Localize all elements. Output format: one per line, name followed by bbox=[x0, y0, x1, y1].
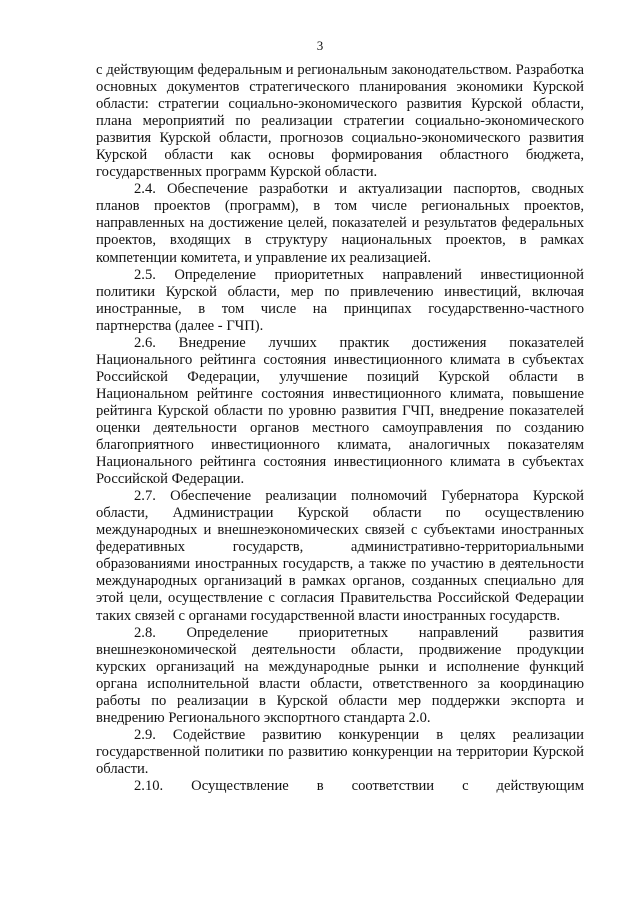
paragraph-2-4: 2.4. Обеспечение разработки и актуализации паспортов, сводных планов проектов (программ), в том числе региональных проектов, направленных на достижение целей, показателей и результатов федеральных проектов, входящих в структуру национальных проектов, в рамках компетенции комитета, и управление их реализацией. bbox=[96, 181, 584, 266]
paragraph-2-9: 2.9. Содействие развитию конкуренции в целях реализации государственной политики по развитию конкуренции на территории Курской области. bbox=[96, 726, 584, 777]
paragraph-2-7: 2.7. Обеспечение реализации полномочий Губернатора Курской области, Администрации Курской области по осуществлению международных и внешнеэкономических связей с субъектами иностранных федеративных государств, административно-территориальными образованиями иностранных государств, а также по участию в деятельности международных организаций в рамках органов, созданных специально для этой цели, осуществление с согласия Правительства Российской Федерации таких связей с органами государственной власти иностранных государств. bbox=[96, 488, 584, 624]
paragraph-2-5: 2.5. Определение приоритетных направлений инвестиционной политики Курской области, мер по привлечению инвестиций, включая иностранные, в том числе на принципах государственно-частного партнерства (далее - ГЧП). bbox=[96, 266, 584, 334]
paragraph-2-10: 2.10. Осуществление в соответствии с действующим bbox=[134, 777, 584, 794]
document-body bbox=[96, 62, 584, 795]
paragraph-2-6: 2.6. Внедрение лучших практик достижения показателей Национального рейтинга состояния инвестиционного климата в субъектах Российской Федерации, улучшение позиций Курской области в Национальном рейтинге состояния инвестиционного климата, повышение рейтинга Курской области по уровню развития ГЧП, внедрение показателей оценки деятельности органов местного самоуправления по созданию благоприятного инвестиционного климата, аналогичных показателям Национального рейтинга состояния инвестиционного климата в субъектах Российской Федерации. bbox=[96, 334, 584, 488]
paragraph-2-8: 2.8. Определение приоритетных направлений развития внешнеэкономической деятельности области, продвижение продукции курских организаций на международные рынки и исполнение функций органа исполнительной власти области, ответственного за координацию работы по реализации в Курской области мер поддержки экспорта и внедрению Регионального экспортного стандарта 2.0. bbox=[96, 624, 584, 726]
page-number: 3 bbox=[316, 38, 324, 53]
paragraph-continuation: с действующим федеральным и региональным законодательством. Разработка основных документов стратегического планирования экономики Курской области: стратегии социально-экономического развития Курской области, плана мероприятий по реализации стратегии социально-экономического развития Курской области, прогнозов социально-экономического развития Курской области как основы формирования областного бюджета, государственных программ Курской области. bbox=[96, 62, 584, 181]
